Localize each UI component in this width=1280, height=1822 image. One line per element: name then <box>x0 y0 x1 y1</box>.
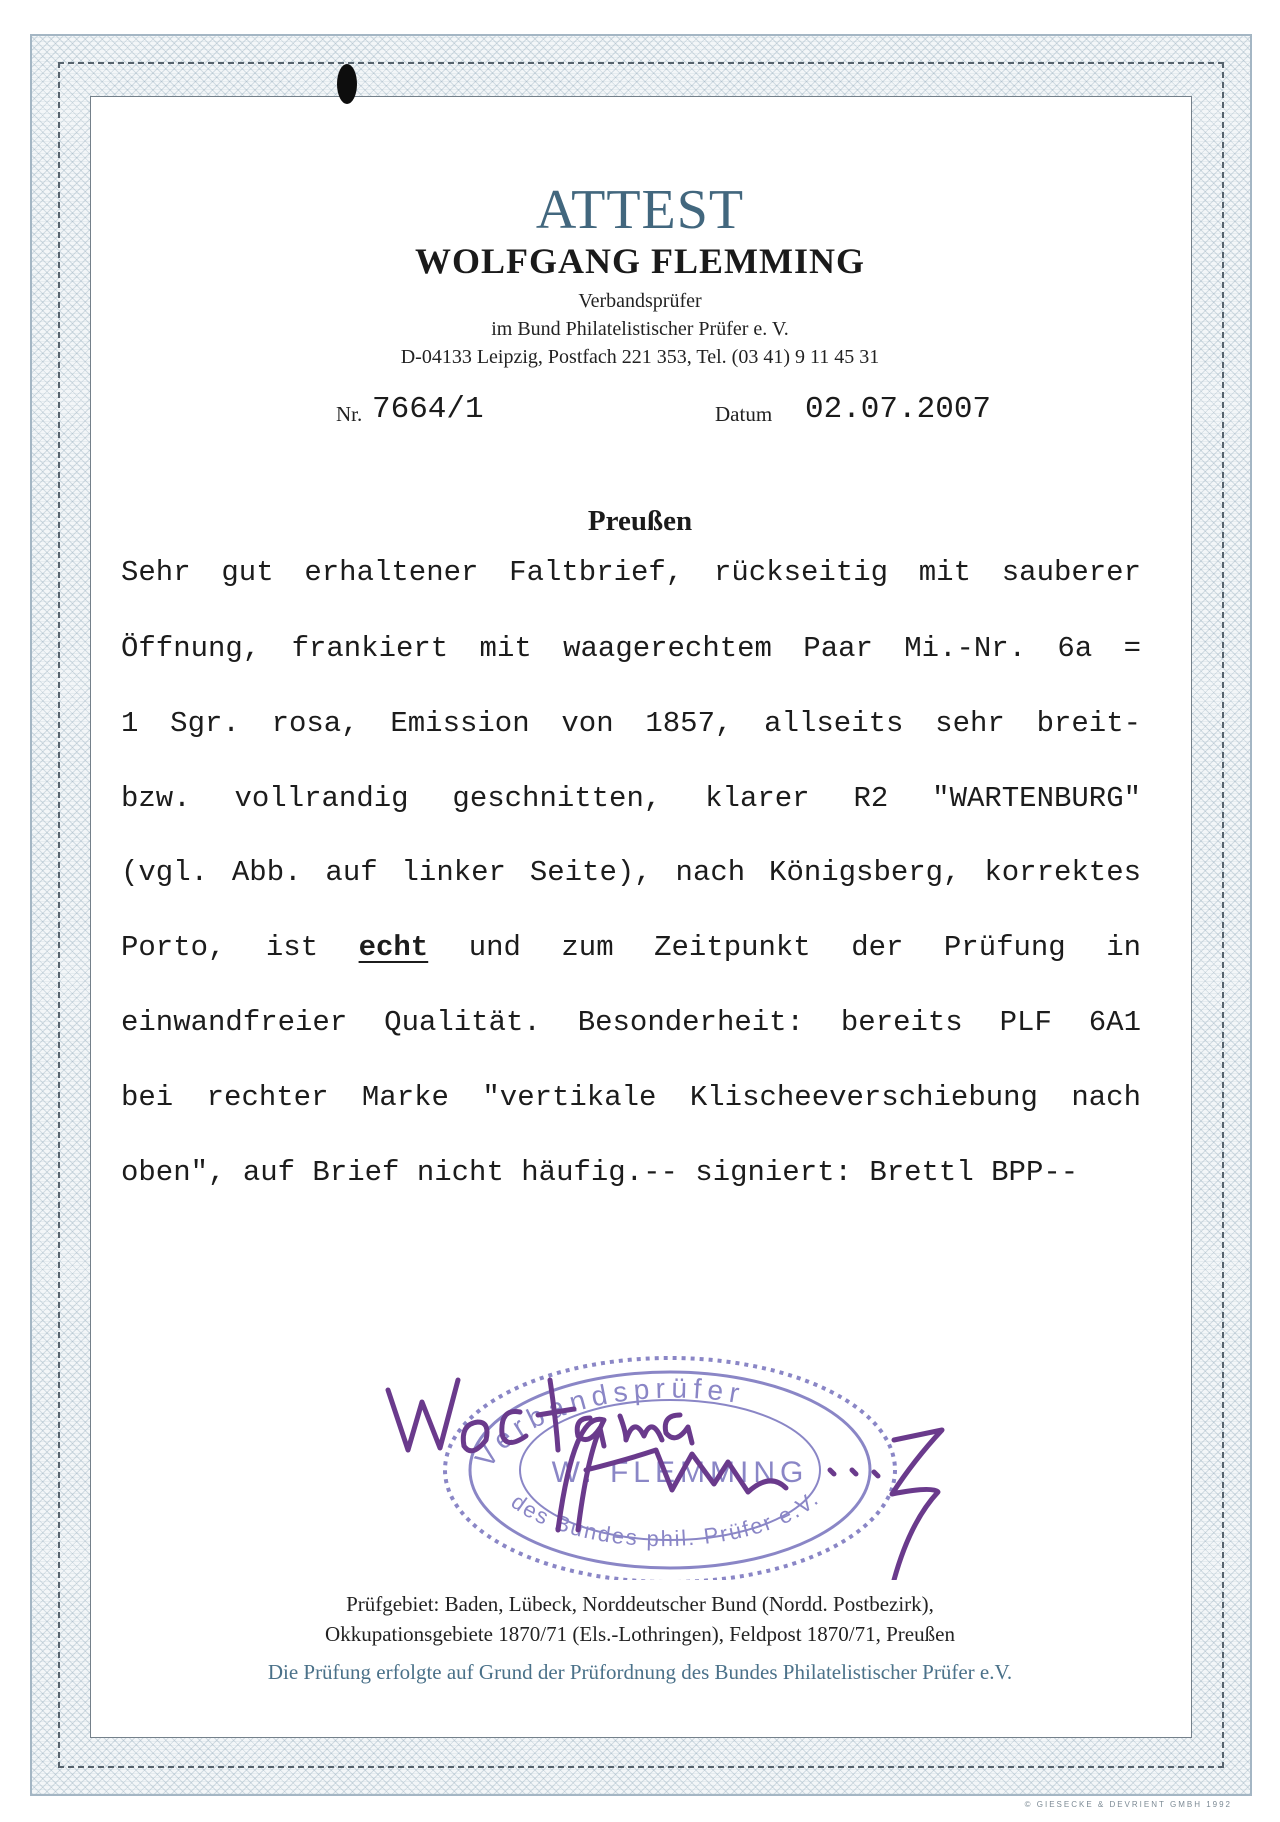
body-line: bei rechter Marke "vertikale Klischeeverschiebung nach <box>121 1081 1141 1114</box>
verdict-suffix: und zum Zeitpunkt der Prüfung in <box>468 931 1141 964</box>
stamp-top-text: Verbandsprüfer <box>468 1372 748 1474</box>
body-line: Sehr gut erhaltener Faltbrief, rückseitig mit sauberer <box>121 556 1141 589</box>
certificate-title: ATTEST <box>535 179 745 241</box>
stamp-bottom-text: des Bundes phil. Prüfer e.V. <box>506 1485 825 1552</box>
body-line: 1 Sgr. rosa, Emission von 1857, allseits sehr breit- <box>121 707 1141 740</box>
body-line: (vgl. Abb. auf linker Seite), nach Königsberg, korrektes <box>121 856 1141 889</box>
certificate-heading: Preußen <box>587 505 693 537</box>
punch-hole <box>337 64 357 104</box>
number-label: Nr. <box>336 402 363 426</box>
stamp-middle-text: W. FLEMMING <box>551 1456 809 1489</box>
certificate-number: 7664/1 <box>372 392 484 427</box>
certificate-date: 02.07.2007 <box>805 392 992 427</box>
body-line: einwandfreier Qualität. Besonderheit: bereits PLF 6A1 <box>121 1006 1141 1039</box>
verdict-prefix: Porto, ist <box>121 931 319 964</box>
examiner-stamp <box>360 1320 1000 1580</box>
scope-line-1: Prüfgebiet: Baden, Lübeck, Norddeutscher Bund (Nordd. Postbezirk), <box>346 1592 934 1616</box>
scope-line-2: Okkupationsgebiete 1870/71 (Els.-Lothringen), Feldpost 1870/71, Preußen <box>325 1622 955 1646</box>
body-line: bzw. vollrandig geschnitten, klarer R2 "WARTENBURG" <box>121 782 1141 815</box>
examiner-name: WOLFGANG FLEMMING <box>415 241 865 281</box>
examiner-role: Verbandsprüfer <box>578 290 702 312</box>
body-line-verdict <box>121 931 1141 964</box>
examination-basis: Die Prüfung erfolgte auf Grund der Prüfordnung des Bundes Philatelistischer Prüfer e.V. <box>267 1660 1013 1684</box>
body-line: Öffnung, frankiert mit waagerechtem Paar Mi.-Nr. 6a = <box>121 632 1141 665</box>
printer-imprint: © GIESECKE & DEVRIENT GMBH 1992 <box>1024 1800 1232 1809</box>
association-name: im Bund Philatelistischer Prüfer e. V. <box>491 318 789 340</box>
examiner-address: D-04133 Leipzig, Postfach 221 353, Tel. (03 41) 9 11 45 31 <box>400 346 880 368</box>
date-label: Datum <box>715 402 773 426</box>
body-line: oben", auf Brief nicht häufig.-- signiert: Brettl BPP-- <box>121 1156 1079 1189</box>
verdict-genuine: echt <box>358 931 429 964</box>
